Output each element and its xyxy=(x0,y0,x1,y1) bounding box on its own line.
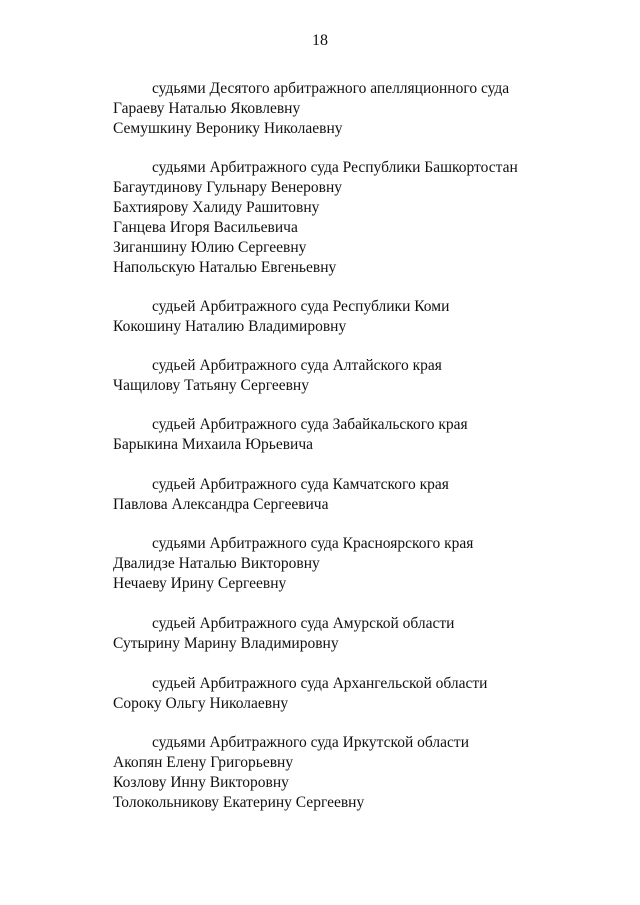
court-heading: судьей Арбитражного суда Камчатского края xyxy=(152,476,449,493)
judge-name: Семушкину Веронику Николаевну xyxy=(113,120,343,137)
judge-name: Сороку Ольгу Николаевну xyxy=(113,695,289,712)
judge-name: Толокольникову Екатерину Сергеевну xyxy=(113,794,365,811)
judge-name: Бахтиярову Халиду Рашитовну xyxy=(113,199,320,216)
court-heading: судьей Арбитражного суда Алтайского края xyxy=(152,357,442,374)
court-heading: судьей Арбитражного суда Архангельской области xyxy=(152,675,488,692)
court-heading: судьей Арбитражного суда Республики Коми xyxy=(152,298,450,315)
judge-name: Кокошину Наталию Владимировну xyxy=(113,318,347,335)
judge-name: Гараеву Наталью Яковлевну xyxy=(113,100,301,117)
judge-name: Козлову Инну Викторовну xyxy=(113,774,289,791)
court-heading: судьями Арбитражного суда Красноярского края xyxy=(152,535,474,552)
judge-name: Павлова Александра Сергеевича xyxy=(113,496,329,513)
judge-name: Нечаеву Ирину Сергеевну xyxy=(113,575,287,592)
page-number: 18 xyxy=(312,32,328,49)
judge-name: Акопян Елену Григорьевну xyxy=(113,754,294,771)
court-heading: судьями Десятого арбитражного апелляционного суда xyxy=(152,80,510,97)
judge-name: Сутырину Марину Владимировну xyxy=(113,635,339,652)
court-heading: судьей Арбитражного суда Амурской области xyxy=(152,615,455,632)
judge-name: Двалидзе Наталью Викторовну xyxy=(113,555,320,572)
judge-name: Ганцева Игоря Васильевича xyxy=(113,219,298,236)
court-heading: судьями Арбитражного суда Иркутской области xyxy=(152,734,469,751)
judge-name: Чащилову Татьяну Сергеевну xyxy=(113,377,309,394)
judge-name: Багаутдинову Гульнару Венеровну xyxy=(113,179,343,196)
judge-name: Барыкина Михаила Юрьевича xyxy=(113,436,314,453)
judge-name: Напольскую Наталью Евгеньевну xyxy=(113,259,337,276)
court-heading: судьями Арбитражного суда Республики Башкортостан xyxy=(152,159,518,176)
court-heading: судьей Арбитражного суда Забайкальского края xyxy=(152,416,468,433)
judge-name: Зиганшину Юлию Сергеевну xyxy=(113,239,307,256)
